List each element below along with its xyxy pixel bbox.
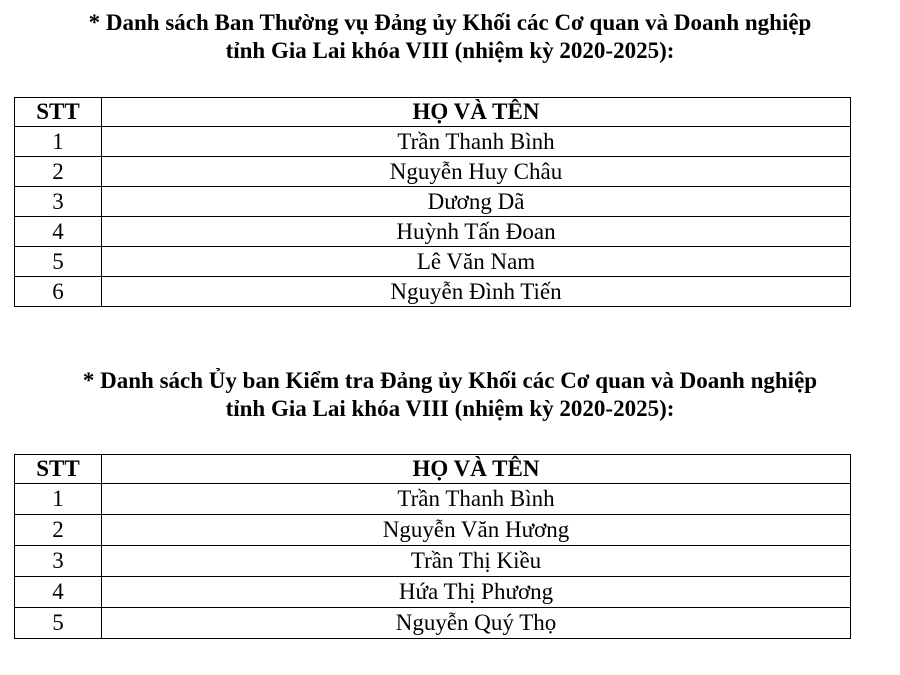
name-cell: Nguyễn Văn Hương xyxy=(102,515,851,546)
inspection-committee-heading xyxy=(0,367,900,423)
name-cell: Trần Thanh Bình xyxy=(102,127,851,157)
stt-cell: 3 xyxy=(15,187,102,217)
table-row xyxy=(15,187,851,217)
heading-line-1: * Danh sách Ủy ban Kiểm tra Đảng ủy Khối các Cơ quan và Doanh nghiệp xyxy=(82,368,818,393)
stt-cell: 3 xyxy=(15,546,102,577)
stt-cell: 5 xyxy=(15,247,102,277)
stt-column-header: STT xyxy=(15,455,102,484)
table-row xyxy=(15,484,851,515)
name-cell: Nguyễn Đình Tiến xyxy=(102,277,851,307)
name-cell: Hứa Thị Phương xyxy=(102,577,851,608)
name-column-header: HỌ VÀ TÊN xyxy=(102,455,851,484)
stt-cell: 4 xyxy=(15,577,102,608)
stt-cell: 5 xyxy=(15,608,102,639)
heading-line-1: * Danh sách Ban Thường vụ Đảng ủy Khối các Cơ quan và Doanh nghiệp xyxy=(88,10,812,35)
name-cell: Nguyễn Huy Châu xyxy=(102,157,851,187)
name-cell: Trần Thị Kiều xyxy=(102,546,851,577)
name-column-header: HỌ VÀ TÊN xyxy=(102,98,851,127)
name-cell: Nguyễn Quý Thọ xyxy=(102,608,851,639)
table-header-row xyxy=(15,98,851,127)
stt-cell: 4 xyxy=(15,217,102,247)
table-row xyxy=(15,157,851,187)
table-row xyxy=(15,577,851,608)
table-row xyxy=(15,247,851,277)
table-row xyxy=(15,217,851,247)
table-row xyxy=(15,127,851,157)
stt-cell: 6 xyxy=(15,277,102,307)
name-cell: Lê Văn Nam xyxy=(102,247,851,277)
stt-column-header: STT xyxy=(15,98,102,127)
table-row xyxy=(15,515,851,546)
heading-line-2: tỉnh Gia Lai khóa VIII (nhiệm kỳ 2020-2025): xyxy=(225,38,675,63)
stt-cell: 2 xyxy=(15,515,102,546)
table-row xyxy=(15,608,851,639)
stt-cell: 1 xyxy=(15,127,102,157)
name-cell: Dương Dã xyxy=(102,187,851,217)
stt-cell: 1 xyxy=(15,484,102,515)
stt-cell: 2 xyxy=(15,157,102,187)
standing-committee-heading xyxy=(0,9,900,65)
standing-committee-table xyxy=(14,97,851,307)
table-row xyxy=(15,277,851,307)
name-cell: Trần Thanh Bình xyxy=(102,484,851,515)
inspection-committee-table xyxy=(14,454,851,639)
name-cell: Huỳnh Tấn Đoan xyxy=(102,217,851,247)
heading-line-2: tỉnh Gia Lai khóa VIII (nhiệm kỳ 2020-2025): xyxy=(225,396,675,421)
table-header-row xyxy=(15,455,851,484)
table-row xyxy=(15,546,851,577)
